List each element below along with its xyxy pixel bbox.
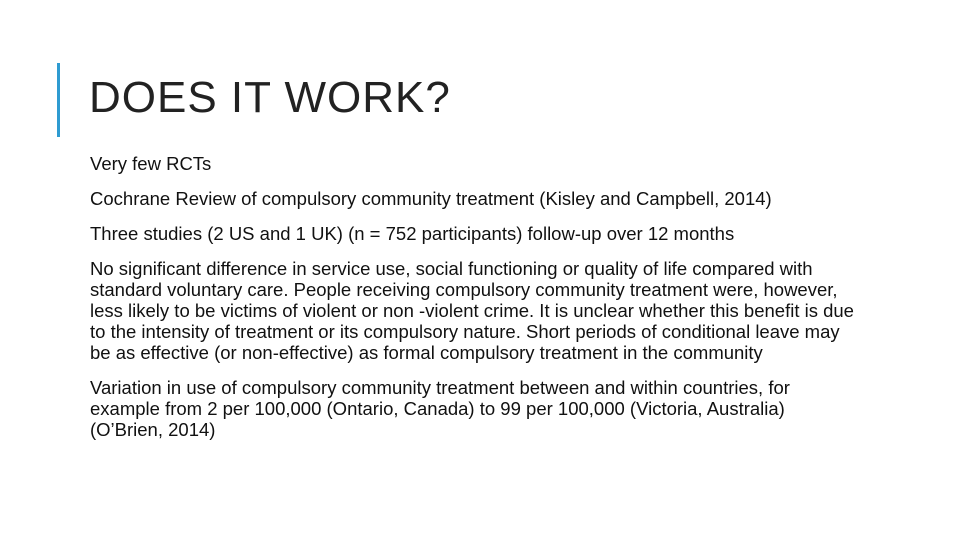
bullet-item-variation: Variation in use of compulsory community treatment between and within countries, for example from 2 per 100,000 (Ontario, Canada) to 99 per 100,000 (Victoria, Australia) (O’Brien, 2014) [90,377,790,440]
bullet-item-three-studies: Three studies (2 US and 1 UK) (n = 752 participants) follow-up over 12 months [90,223,735,244]
slide-title: DOES IT WORK? [89,73,451,122]
title-accent-bar [57,63,60,137]
bullet-item-cochrane-review: Cochrane Review of compulsory community treatment (Kisley and Campbell, 2014) [90,188,772,209]
bullet-item-findings: No significant difference in service use, social functioning or quality of life compared with standard voluntary care. People receiving compulsory community treatment were, however, less likely to be victims of violent or non -violent crime. It is unclear whether this benefit is due to the intensity of treatment or its compulsory nature. Short periods of conditional leave may be as effective (or non-effective) as formal compulsory treatment in the community [90,258,854,363]
bullet-list [90,153,860,440]
bullet-item-rcts: Very few RCTs [90,153,212,174]
